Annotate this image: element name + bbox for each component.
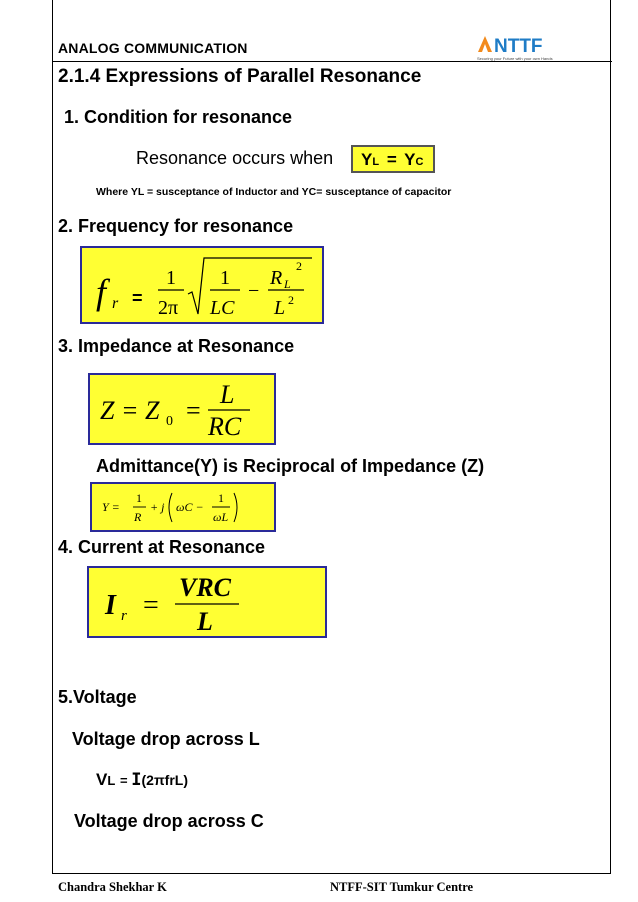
lc-term: LC: [210, 297, 235, 319]
two-pi: 2π: [158, 297, 179, 319]
frequency-formula: [82, 248, 322, 322]
y-equals: Y =: [102, 500, 120, 514]
equals-sign: =: [143, 590, 159, 621]
heading-voltage: 5.Voltage: [58, 687, 137, 707]
impedance-formula-box: [88, 373, 276, 445]
r-subscript: r: [112, 295, 119, 312]
one-over-b: 1: [218, 491, 224, 505]
vrc-numerator: VRC: [179, 573, 232, 602]
heading-frequency: 2. Frequency for resonance: [58, 216, 294, 236]
l-denominator: L: [197, 607, 213, 636]
plus-j: + j: [150, 500, 165, 514]
equals-sign: =: [132, 288, 143, 308]
cond-yc: Y: [404, 150, 416, 169]
vl-i: I: [131, 770, 142, 790]
nttf-logo: [475, 30, 565, 62]
heading-impedance: 3. Impedance at Resonance: [58, 336, 295, 356]
footer-centre: NTFF-SIT Tumkur Centre: [330, 880, 474, 894]
vl-paren: (2πfrL): [141, 772, 188, 788]
vl-formula: [96, 770, 188, 790]
rc-denominator: RC: [208, 412, 242, 441]
logo-wordmark: NTTF: [494, 36, 543, 57]
nttf-logo-icon: [475, 30, 565, 62]
numerator-one-b: 1: [220, 267, 230, 289]
l-denominator: L: [274, 297, 286, 319]
omega-c-minus: ωC −: [176, 500, 204, 514]
f-symbol: f: [96, 272, 107, 312]
header-title: ANALOG COMMUNICATION: [58, 40, 248, 56]
heading-current: 4. Current at Resonance: [58, 537, 266, 557]
section-title: 2.1.4 Expressions of Parallel Resonance: [58, 66, 422, 87]
omega-l: ωL: [213, 510, 229, 524]
square-power: 2: [296, 259, 302, 273]
zero-subscript: 0: [166, 414, 173, 429]
logo-tagline: Securing your Future with your own Hands: [477, 56, 553, 61]
minus-sign: −: [248, 280, 260, 302]
resonance-sentence: Resonance occurs when: [136, 148, 334, 168]
heading-condition: 1. Condition for resonance: [64, 107, 293, 127]
voltage-drop-l: Voltage drop across L: [72, 729, 260, 749]
current-formula: [89, 568, 325, 636]
admittance-formula: [92, 484, 274, 530]
cond-l-sub: L: [372, 156, 380, 168]
admittance-text: Admittance(Y) is Reciprocal of Impedance (Z): [96, 456, 485, 476]
equals-sign: =: [186, 396, 201, 425]
l-numerator: L: [220, 380, 235, 409]
l-subscript: L: [284, 277, 291, 291]
numerator-one: 1: [166, 267, 176, 289]
z-equals-z0: Z = Z: [100, 396, 160, 425]
vl-eq: =: [120, 773, 132, 788]
one-over: 1: [136, 491, 142, 505]
square-power-b: 2: [288, 293, 294, 307]
cond-yl: Y: [361, 150, 373, 169]
condition-box: [351, 145, 435, 173]
footer-author: Chandra Shekhar K: [58, 880, 167, 894]
r-subscript: r: [121, 608, 127, 624]
voltage-drop-c: Voltage drop across C: [74, 811, 264, 831]
frequency-formula-box: [80, 246, 324, 324]
cond-eq: =: [386, 150, 397, 169]
left-paren: [169, 493, 172, 522]
r-denominator: R: [134, 510, 142, 524]
i-symbol: I: [105, 590, 116, 621]
where-note: Where YL = susceptance of Inductor and YC= susceptance of capacitor: [96, 186, 452, 198]
cond-c-sub: C: [415, 156, 424, 168]
r-term: R: [270, 267, 283, 289]
admittance-formula-box: [90, 482, 276, 532]
impedance-formula: [90, 375, 274, 443]
vl-sub: L: [107, 773, 116, 788]
right-paren: [234, 493, 237, 522]
vl-v: V: [96, 770, 108, 789]
current-formula-box: [87, 566, 327, 638]
